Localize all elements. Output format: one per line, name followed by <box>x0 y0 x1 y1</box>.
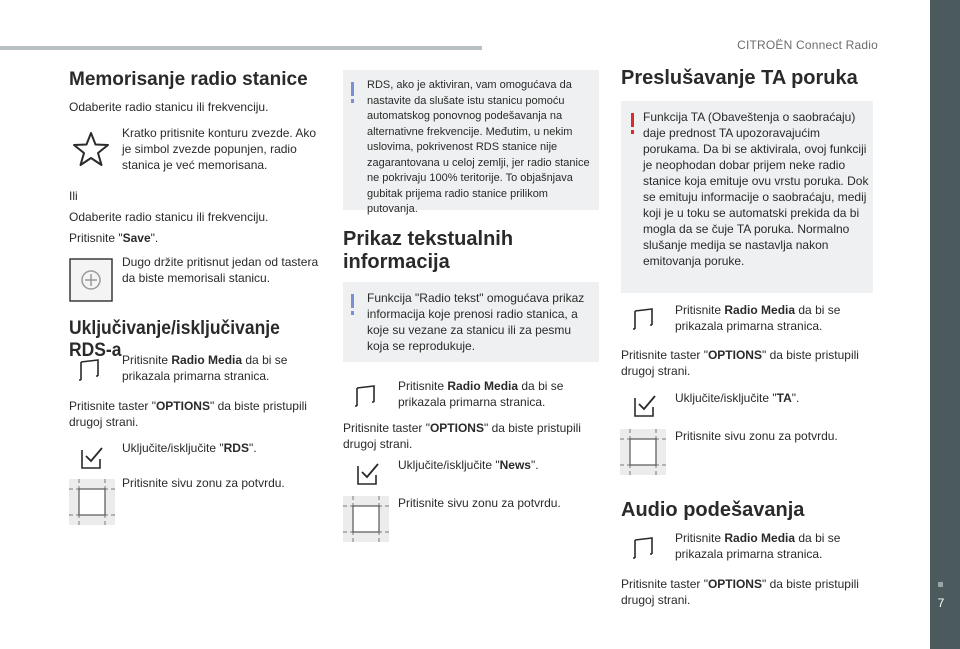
header-brand: CITROËN Connect Radio <box>737 38 878 52</box>
ta-step-1: Pritisnite Radio Media da bi se prikazala primarna stranica. <box>675 303 841 333</box>
top-rule <box>0 46 482 50</box>
page-marker <box>938 582 943 587</box>
grey-zone-icon <box>620 429 666 475</box>
text-step-1: Pritisnite Radio Media da bi se prikazala primarna stranica. <box>398 379 564 409</box>
text-step-3: Pritisnite sivu zonu za potvrdu. <box>398 496 561 510</box>
music-note-icon <box>632 307 656 331</box>
ta-step-2: Uključite/isključite "TA". <box>675 391 800 405</box>
warning-box-ta <box>621 101 873 293</box>
info-box-radio-text <box>343 282 599 362</box>
star-step-text: Kratko pritisnite konturu zvezde. Ako je simbol zvezde popunjen, radio stanica je već memorisana. <box>122 126 317 172</box>
rds-step-2: Uključite/isključite "RDS". <box>122 441 257 455</box>
section-title-memorize: Memorisanje radio stanice <box>69 69 308 90</box>
plus-step-text: Dugo držite pritisnut jedan od tastera da biste memorisali stanicu. <box>122 255 319 285</box>
rds-step-1: Pritisnite Radio Media da bi se prikazala primarna stranica. <box>122 353 288 383</box>
paragraph-save: Pritisnite "Save". <box>69 231 159 245</box>
checkbox-icon <box>356 462 380 486</box>
rds-options-paragraph: Pritisnite taster "OPTIONS" da biste pristupili drugoj strani. <box>69 399 307 429</box>
plus-icon <box>69 258 113 302</box>
section-title-rds: Uključivanje/isključivanje RDS-a <box>69 318 280 361</box>
text-options-paragraph: Pritisnite taster "OPTIONS" da biste pristupili drugoj strani. <box>343 421 581 451</box>
audio-options-paragraph: Pritisnite taster "OPTIONS" da biste pristupili drugoj strani. <box>621 577 859 607</box>
info-radio-text: Funkcija "Radio tekst" omogućava prikaz informacija koje prenosi radio stanica, a koje su vezane za stanicu ili za pesmu koja se reprodukuje. <box>367 291 585 353</box>
info-rds-text: RDS, ako je aktiviran, vam omogućava da nastavite da slušate istu stanicu pomoću automatskog ponovnog podešavanja na alternativne frekvencije. Međutim, u nekim uslovima, pokrivenost RDS stanice nije zagarantovana u celoj zemlji, jer radio stanice ne pokrivaju 100% teritorije. To objašnjava gubitak prijema radio stanice prilikom putovanja. <box>367 79 590 215</box>
star-icon <box>72 130 110 168</box>
page-number: 7 <box>937 596 945 610</box>
paragraph: Odaberite radio stanicu ili frekvenciju. <box>69 100 269 114</box>
audio-step-1: Pritisnite Radio Media da bi se prikazala primarna stranica. <box>675 531 841 561</box>
music-note-icon <box>354 384 378 408</box>
music-note-icon <box>632 536 656 560</box>
paragraph: Odaberite radio stanicu ili frekvenciju. <box>69 210 269 224</box>
info-box-rds <box>343 70 599 215</box>
ta-options-paragraph: Pritisnite taster "OPTIONS" da biste pristupili drugoj strani. <box>621 348 859 378</box>
side-bar <box>930 0 960 649</box>
paragraph-ili: Ili <box>69 189 78 203</box>
ta-step-3: Pritisnite sivu zonu za potvrdu. <box>675 429 838 443</box>
column-1 <box>69 68 329 91</box>
section-title-text-info: Prikaz tekstualnih informacija <box>343 228 514 273</box>
grey-zone-icon <box>69 479 115 525</box>
checkbox-icon <box>633 394 657 418</box>
section-title-audio: Audio podešavanja <box>621 499 805 521</box>
checkbox-icon <box>80 446 104 470</box>
warning-ta-text: Funkcija TA (Obaveštenja o saobraćaju) daje prednost TA upozoravajućim porukama. Da bi se aktivirala, ovoj funkciji je neophodan dobar prijem neke radio stanice koja emituje ovu vrstu poruka. Dok se emituju informacije o saobraćaju, medij koji je u toku se automatski prekida da bi mogla da se čuje TA poruka. Normalno slušanje medija se nastavlja nakon emitovanja poruke. <box>643 110 869 268</box>
grey-zone-icon <box>343 496 389 542</box>
text-step-2: Uključite/isključite "News". <box>398 458 539 472</box>
music-note-icon <box>78 358 102 382</box>
rds-step-3: Pritisnite sivu zonu za potvrdu. <box>122 476 285 490</box>
section-title-ta: Preslušavanje TA poruka <box>621 67 858 89</box>
